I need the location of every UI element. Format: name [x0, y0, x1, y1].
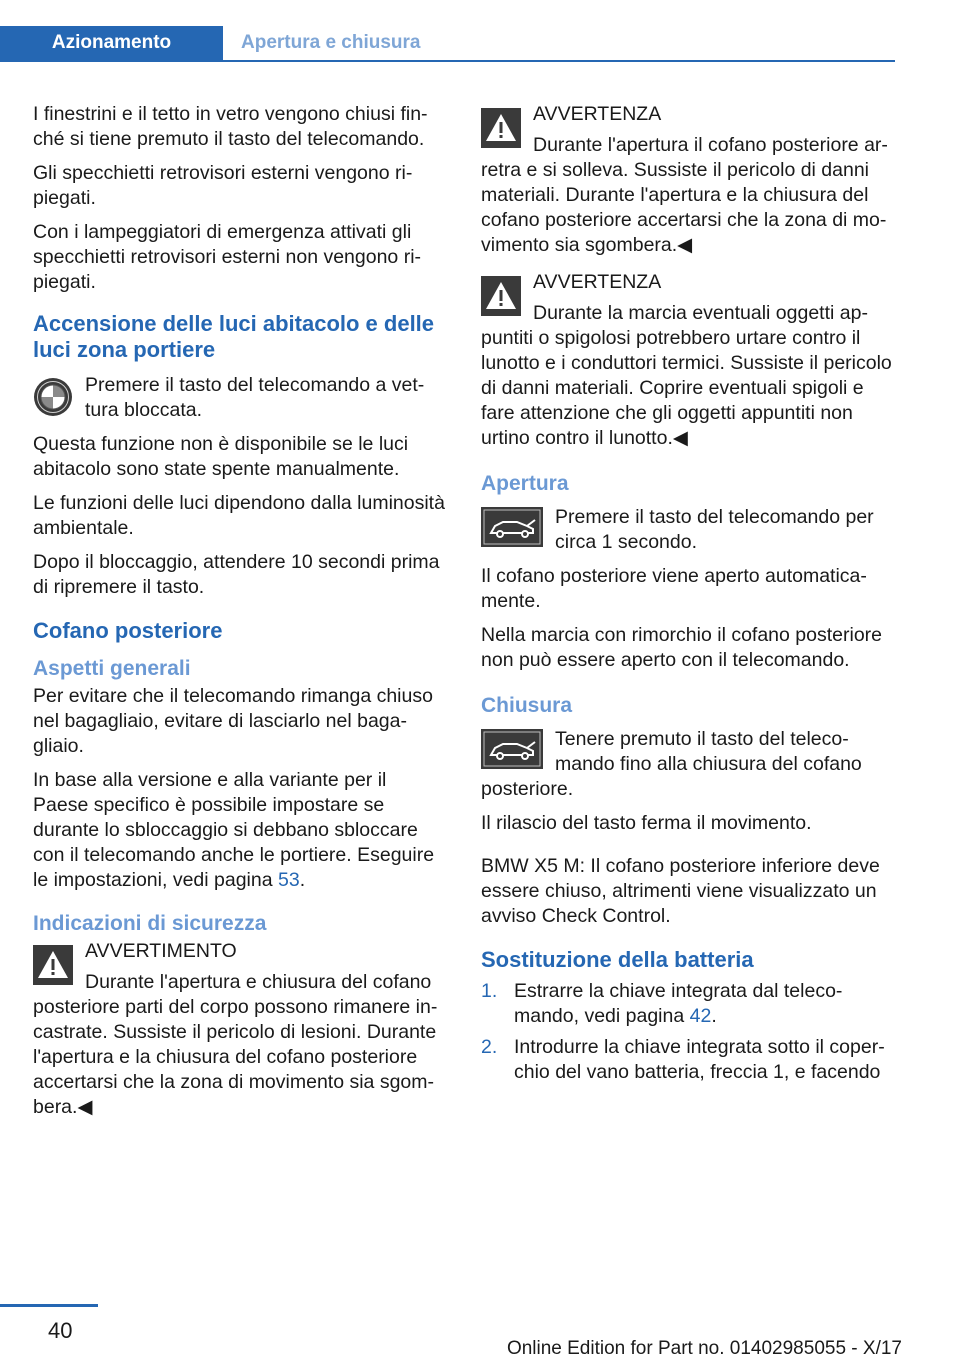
heading-cofano-posteriore: Cofano posteriore [33, 618, 223, 643]
left-column [33, 102, 447, 1129]
bmw-logo-icon [33, 377, 73, 417]
list-text: Estrarre la chiave integrata dal telecomando, vedi pagina [514, 980, 843, 1027]
warning-triangle-icon [481, 108, 521, 148]
paragraph-text: In base alla versione e alla variante per il Paese specifico è possibile impostare se durante lo sbloccaggio si debbano sbloccare con il telecomando anche le portiere. Eseguire le impostazioni, vedi pagina [33, 769, 435, 891]
heading-accensione-luci: Accensione delle luci abitacolo e delle luci zona portiere [33, 311, 435, 362]
warning-title: AVVERTIMENTO [85, 940, 237, 962]
list-end: . [711, 1005, 717, 1027]
list-number: 2. [481, 1036, 498, 1058]
paragraph: Premere il tasto del telecomando a vettura bloccata. [85, 374, 425, 421]
tab-azionamento[interactable]: Azionamento [0, 26, 223, 60]
trunk-open-instruction [481, 505, 896, 555]
header-tabs [0, 26, 895, 60]
paragraph: Per evitare che il telecomando rimanga chiuso nel bagagliaio, evitare di lasciarlo nel bagagliaio. [33, 685, 433, 757]
trunk-button-icon [481, 729, 543, 769]
paragraph: Le funzioni delle luci dipendono dalla luminosità ambientale. [33, 492, 445, 539]
paragraph: Il rilascio del tasto ferma il movimento. [481, 812, 812, 834]
paragraph: Gli specchietti retrovisori esterni vengono ripiegati. [33, 162, 413, 209]
heading-indicazioni-sicurezza: Indicazioni di sicurezza [33, 912, 267, 935]
trunk-close-instruction [481, 727, 896, 802]
list-item [481, 979, 896, 1029]
paragraph: Il cofano posteriore viene aperto automaticamente. [481, 565, 867, 612]
list-item [481, 1035, 896, 1085]
battery-steps-list [481, 979, 896, 1085]
paragraph: Con i lampeggiatori di emergenza attivati gli specchietti retrovisori esterni non vengono ripiegati. [33, 221, 422, 293]
paragraph: Questa funzione non è disponibile se le luci abitacolo sono state spente manualmente. [33, 433, 409, 480]
paragraph: Nella marcia con rimorchio il cofano posteriore non può essere aperto con il telecomando. [481, 624, 882, 671]
warning-block [481, 270, 896, 451]
warning-text: Durante l'apertura il cofano posteriore arretra e si solleva. Sussiste il pericolo di danni materiali. Durante l'apertura e la chiusura del cofano posteriore accertarsi che la zona di movimento sia sgombera.◀ [481, 134, 888, 256]
header-rule [0, 60, 895, 62]
footer-rule [0, 1304, 98, 1307]
heading-aspetti-generali: Aspetti generali [33, 657, 191, 680]
warning-triangle-icon [481, 276, 521, 316]
warning-block [33, 939, 447, 1120]
page-number: 40 [48, 1318, 73, 1343]
tab-apertura-chiusura[interactable]: Apertura e chiusura [241, 32, 421, 53]
paragraph: Premere il tasto del telecomando per circa 1 secondo. [555, 506, 874, 553]
list-text: Introdurre la chiave integrata sotto il coperchio del vano batteria, freccia 1, e facendo [514, 1036, 885, 1083]
paragraph: Dopo il bloccaggio, attendere 10 secondi prima di ripremere il tasto. [33, 551, 440, 598]
bmw-button-instruction [33, 373, 447, 423]
warning-title: AVVERTENZA [533, 271, 662, 293]
warning-text: Durante la marcia eventuali oggetti appuntiti o spigolosi potrebbero urtare contro il lunotto e i conduttori termici. Sussiste il pericolo di danni materiali. Coprire eventuali spigoli e fare attenzione che gli oggetti appuntiti non urtino contro il lunotto.◀ [481, 302, 892, 449]
warning-text: Durante l'apertura e chiusura del cofano posteriore parti del corpo possono rimanere incastrate. Sussiste il pericolo di lesioni. Durante l'apertura e la chiusura del cofano posteriore accertarsi che la zona di movimento sia sgombera.◀ [33, 971, 438, 1118]
heading-chiusura: Chiusura [481, 694, 573, 717]
warning-block [481, 102, 896, 258]
edition-label: Online Edition for Part no. 01402985055 - X/17 [506, 1338, 902, 1359]
heading-sostituzione-batteria: Sostituzione della batteria [481, 947, 754, 972]
trunk-button-icon [481, 507, 543, 547]
warning-triangle-icon [33, 945, 73, 985]
page-link-53[interactable]: 53 [277, 869, 300, 891]
right-column [481, 102, 896, 1091]
warning-title: AVVERTENZA [533, 103, 662, 125]
page-link-42[interactable]: 42 [689, 1005, 712, 1027]
paragraph: I finestrini e il tetto in vetro vengono chiusi finché si tiene premuto il tasto del telecomando. [33, 103, 428, 150]
list-number: 1. [481, 980, 498, 1002]
paragraph-end: . [299, 869, 306, 891]
paragraph: BMW X5 M: Il cofano posteriore inferiore deve essere chiuso, altrimenti viene visualizzato un avviso Check Control. [481, 855, 880, 927]
paragraph-settings [33, 768, 447, 893]
paragraph: Tenere premuto il tasto del telecomando fino alla chiusura del cofano posteriore. [481, 728, 862, 800]
heading-apertura: Apertura [481, 472, 569, 495]
